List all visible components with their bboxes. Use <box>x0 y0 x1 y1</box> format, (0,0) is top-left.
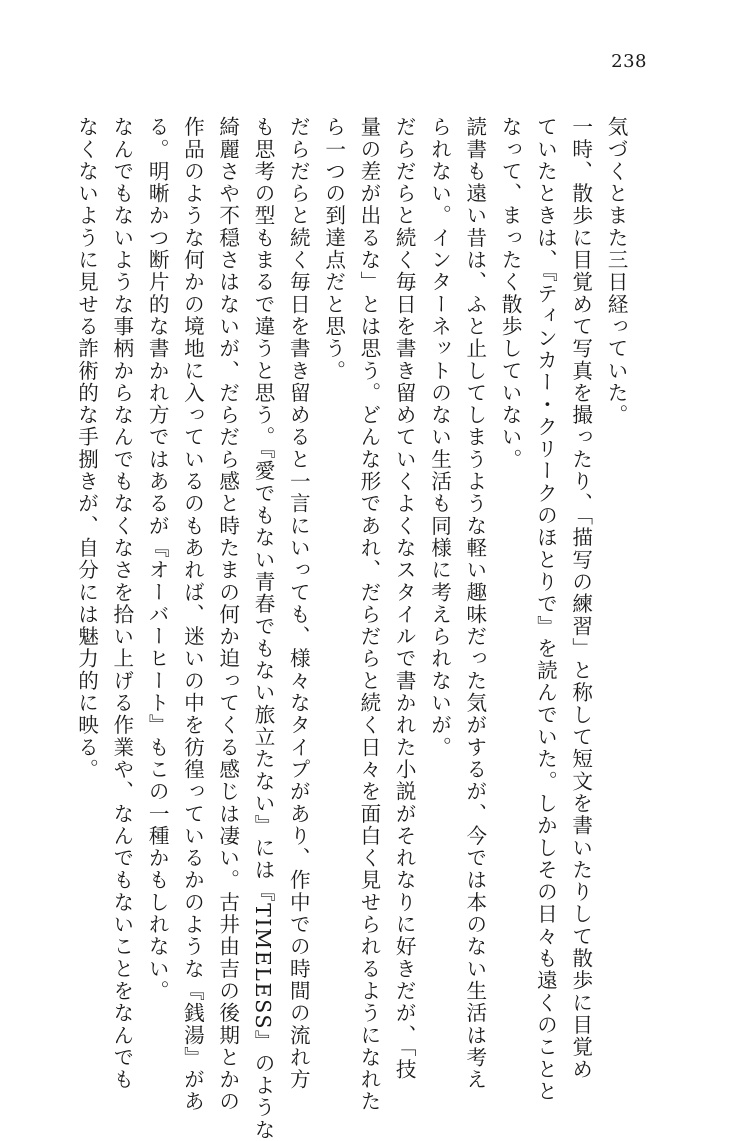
body-text <box>68 116 633 1141</box>
text-line: る。明晰かつ断片的な書かれ方ではあるが『オーバーヒート』もこの一種かもしれない。 <box>145 116 170 1002</box>
text-line: 一時、散歩に目覚めて写真を撮ったり、「描写の練習」と称して短文を書いたりして散歩に目覚め <box>568 116 593 1081</box>
text-line: も思考の型もまるで違うと思う。『愛でもない青春でもない旅立たない』には『TIMELESS』のような <box>251 116 276 1141</box>
text-line: 気づくとまた三日経っていた。 <box>604 116 628 427</box>
text-line: ら一つの到達点だと思う。 <box>321 116 346 382</box>
text-line: だらだらと続く毎日を書き留めていくよくなスタイルで書かれた小説がそれなりに好きだが、「技 <box>392 116 417 1081</box>
page-number: 238 <box>611 51 647 72</box>
text-line: なんでもないような事柄からなんでもなくなさを拾い上げる作業や、なんでもないことをなんでも <box>109 116 134 1091</box>
text-line: なって、まったく散歩していない。 <box>498 116 523 471</box>
text-line: 作品のような何かの境地に入っているのもあれば、迷いの中を彷徨っているかのような『銭湯』があ <box>180 116 205 1113</box>
text-line: 綺麗さや不穏さはないが、だらだら感と時たまの何か迫ってくる感じは凄い。古井由吉の後期とかの <box>215 116 240 1113</box>
text-line: ていたときは、『ティンカー・クリークのほとりで』を読んでいた。しかしその日々も遠くのことと <box>533 116 558 1103</box>
text-line: なくないように見せる詐術的な手捌きが、自分には魅力的に映る。 <box>74 116 99 781</box>
text-line: 量の差が出るな」とは思う。どんな形であれ、だらだらと続く日々を面白く見せられるようになれた <box>356 116 381 1113</box>
text-line: られない。インターネットのない生活も同様に考えられないが。 <box>427 116 452 759</box>
text-line: 読書も遠い昔は、ふと止してしまうような軽い趣味だった気がするが、今では本のない生活は考え <box>462 116 487 1091</box>
text-line: だらだらと続く毎日を書き留めると一言にいっても、様々なタイプがあり、作中での時間の流れ方 <box>286 116 311 1091</box>
